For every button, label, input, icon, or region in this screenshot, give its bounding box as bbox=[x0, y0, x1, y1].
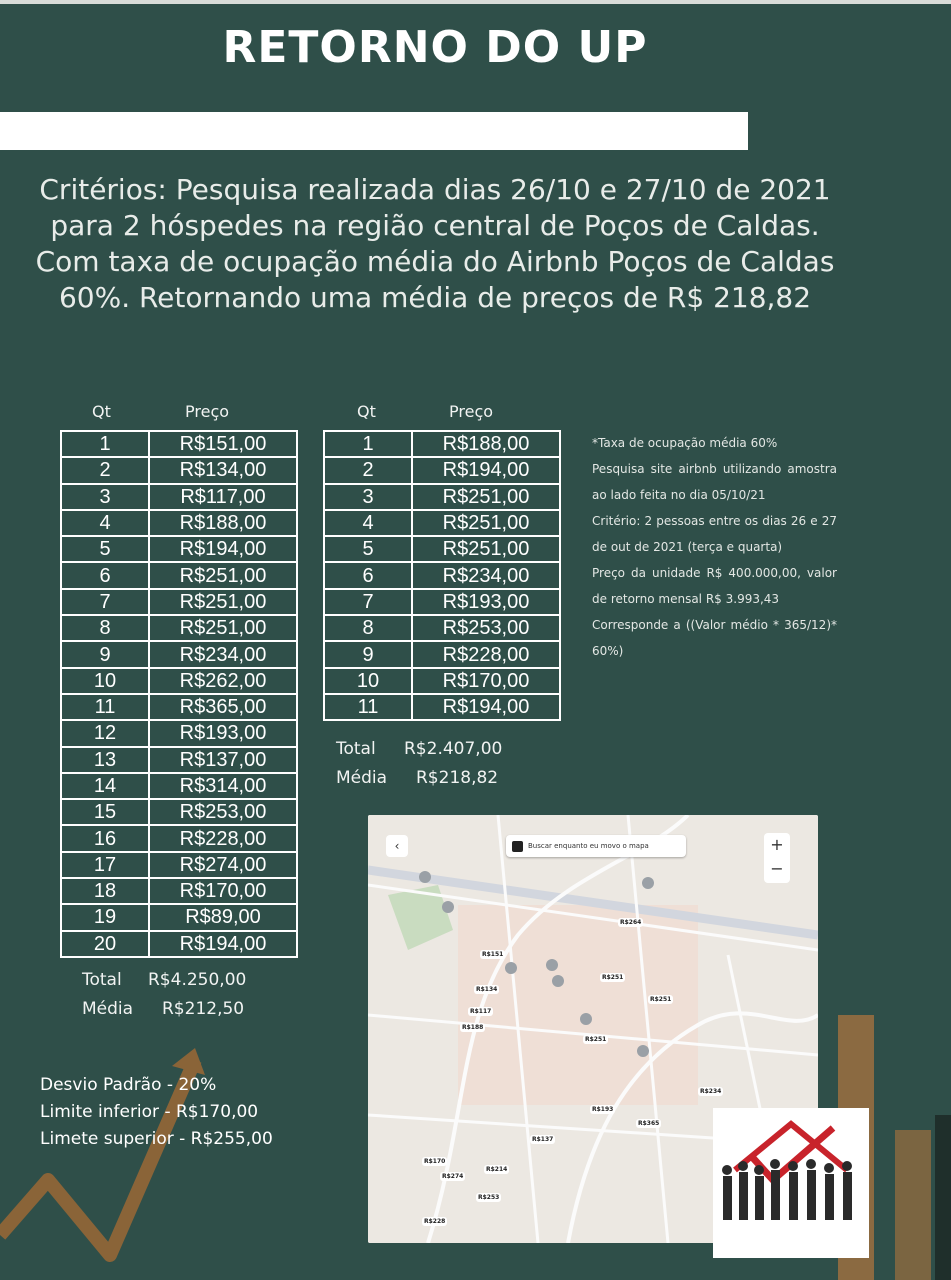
table-row bbox=[61, 904, 297, 930]
table1-header-qt: Qt bbox=[92, 402, 111, 421]
table2-mean-label: Média bbox=[336, 768, 388, 788]
price-cell: R$251,00 bbox=[149, 615, 297, 641]
table-row bbox=[61, 431, 297, 457]
table2-header-qt: Qt bbox=[357, 402, 376, 421]
table1-total-label: Total bbox=[82, 970, 122, 990]
table-row bbox=[61, 562, 297, 588]
price-cell: R$365,00 bbox=[149, 694, 297, 720]
table-row bbox=[61, 720, 297, 746]
price-cell: R$134,00 bbox=[149, 457, 297, 483]
qt-cell: 4 bbox=[61, 510, 149, 536]
table-row bbox=[61, 773, 297, 799]
map-price-pin[interactable]: R$188 bbox=[462, 1024, 484, 1031]
map-price-pin[interactable]: R$251 bbox=[650, 996, 672, 1003]
qt-cell: 2 bbox=[61, 457, 149, 483]
price-cell: R$117,00 bbox=[149, 484, 297, 510]
price-cell: R$89,00 bbox=[149, 904, 297, 930]
map-zoom-controls bbox=[764, 833, 790, 883]
zoom-in-button[interactable]: + bbox=[770, 835, 784, 854]
qt-cell: 15 bbox=[61, 799, 149, 825]
price-cell: R$234,00 bbox=[412, 562, 560, 588]
qt-cell: 4 bbox=[324, 510, 412, 536]
logo-house-people-icon bbox=[713, 1108, 869, 1228]
table-row bbox=[324, 484, 560, 510]
table-row bbox=[324, 694, 560, 720]
map-price-pin[interactable]: R$151 bbox=[482, 951, 504, 958]
price-cell: R$194,00 bbox=[412, 694, 560, 720]
price-cell: R$253,00 bbox=[412, 615, 560, 641]
table-row bbox=[324, 536, 560, 562]
map-price-pin[interactable]: R$214 bbox=[486, 1166, 508, 1173]
table-row bbox=[324, 589, 560, 615]
table2-summary bbox=[336, 735, 502, 793]
map-price-pin[interactable]: R$253 bbox=[478, 1194, 500, 1201]
qt-cell: 10 bbox=[61, 668, 149, 694]
map-back-button[interactable] bbox=[386, 835, 408, 857]
price-cell: R$188,00 bbox=[412, 431, 560, 457]
table-row bbox=[324, 668, 560, 694]
price-cell: R$151,00 bbox=[149, 431, 297, 457]
stats-block bbox=[40, 1072, 273, 1153]
map-price-pin[interactable]: R$365 bbox=[638, 1120, 660, 1127]
criteria-text: Critérios: Pesquisa realizada dias 26/10 e 27/10 de 2021 para 2 hóspedes na região central de Poços de Caldas. Com taxa de ocupação média do Airbnb Poços de Caldas 60%. Retornando uma média de preços de R$ 218,82 bbox=[35, 173, 835, 314]
table-row bbox=[61, 457, 297, 483]
qt-cell: 16 bbox=[61, 825, 149, 851]
table1-header-price: Preço bbox=[185, 402, 230, 421]
price-cell: R$251,00 bbox=[412, 536, 560, 562]
map-price-pin[interactable]: R$251 bbox=[602, 974, 624, 981]
map-search-label: Buscar enquanto eu movo o mapa bbox=[528, 842, 649, 850]
price-cell: R$193,00 bbox=[149, 720, 297, 746]
upper-limit-text: Limete superior - R$255,00 bbox=[40, 1129, 273, 1149]
price-table-1 bbox=[60, 430, 298, 958]
map-price-pin[interactable]: R$264 bbox=[620, 919, 642, 926]
white-divider-bar bbox=[0, 112, 748, 150]
table2-total-value: R$2.407,00 bbox=[404, 739, 503, 759]
note-criteria: Critério: 2 pessoas entre os dias 26 e 27 de out de 2021 (terça e quarta) bbox=[592, 514, 837, 554]
note-occupancy: *Taxa de ocupação média 60% bbox=[592, 436, 778, 450]
table-row bbox=[61, 799, 297, 825]
map-price-pin[interactable]: R$274 bbox=[442, 1173, 464, 1180]
price-cell: R$314,00 bbox=[149, 773, 297, 799]
qt-cell: 5 bbox=[324, 536, 412, 562]
table-row bbox=[61, 641, 297, 667]
note-unit-price: Preço da unidade R$ 400.000,00, valor de retorno mensal R$ 3.993,43 bbox=[592, 566, 837, 606]
table-row bbox=[61, 510, 297, 536]
price-cell: R$253,00 bbox=[149, 799, 297, 825]
price-cell: R$251,00 bbox=[149, 589, 297, 615]
mary-imoveis-logo bbox=[713, 1108, 869, 1258]
qt-cell: 11 bbox=[324, 694, 412, 720]
price-cell: R$262,00 bbox=[149, 668, 297, 694]
qt-cell: 9 bbox=[324, 641, 412, 667]
price-cell: R$170,00 bbox=[149, 878, 297, 904]
qt-cell: 14 bbox=[61, 773, 149, 799]
map-price-pin[interactable]: R$234 bbox=[700, 1088, 722, 1095]
table-row bbox=[61, 536, 297, 562]
note-formula: Corresponde a ((Valor médio * 365/12)* 60%) bbox=[592, 618, 837, 658]
lower-limit-text: Limite inferior - R$170,00 bbox=[40, 1102, 259, 1122]
qt-cell: 1 bbox=[324, 431, 412, 457]
table-row bbox=[61, 484, 297, 510]
map-search-toggle[interactable] bbox=[506, 835, 686, 857]
map-price-pin[interactable]: R$228 bbox=[424, 1218, 446, 1225]
table1-summary bbox=[82, 966, 246, 1024]
table-row bbox=[324, 615, 560, 641]
table-row bbox=[324, 641, 560, 667]
zoom-out-button[interactable]: − bbox=[770, 859, 784, 878]
price-cell: R$194,00 bbox=[412, 457, 560, 483]
qt-cell: 8 bbox=[324, 615, 412, 641]
table-row bbox=[61, 825, 297, 851]
table-row bbox=[324, 431, 560, 457]
qt-cell: 18 bbox=[61, 878, 149, 904]
qt-cell: 7 bbox=[324, 589, 412, 615]
qt-cell: 17 bbox=[61, 852, 149, 878]
qt-cell: 2 bbox=[324, 457, 412, 483]
price-cell: R$234,00 bbox=[149, 641, 297, 667]
qt-cell: 5 bbox=[61, 536, 149, 562]
table1-mean-value: R$212,50 bbox=[162, 999, 245, 1019]
table2-mean-value: R$218,82 bbox=[416, 768, 499, 788]
std-dev-text: Desvio Padrão - 20% bbox=[40, 1075, 217, 1095]
qt-cell: 11 bbox=[61, 694, 149, 720]
qt-cell: 7 bbox=[61, 589, 149, 615]
table-row bbox=[324, 457, 560, 483]
price-cell: R$188,00 bbox=[149, 510, 297, 536]
table2-header-price: Preço bbox=[449, 402, 494, 421]
map-price-pin[interactable]: R$170 bbox=[424, 1158, 446, 1165]
price-table-2 bbox=[323, 430, 561, 721]
note-research: Pesquisa site airbnb utilizando amostra ao lado feita no dia 05/10/21 bbox=[592, 462, 837, 502]
checkbox-icon[interactable] bbox=[512, 841, 523, 852]
chevron-left-icon: ‹ bbox=[394, 839, 400, 853]
table-row bbox=[61, 694, 297, 720]
price-cell: R$251,00 bbox=[412, 510, 560, 536]
table-row bbox=[61, 852, 297, 878]
price-cell: R$170,00 bbox=[412, 668, 560, 694]
map-price-pin[interactable]: R$137 bbox=[532, 1136, 554, 1143]
map-price-pin[interactable]: R$134 bbox=[476, 986, 498, 993]
qt-cell: 3 bbox=[324, 484, 412, 510]
table1-total-value: R$4.250,00 bbox=[148, 970, 247, 990]
price-cell: R$274,00 bbox=[149, 852, 297, 878]
price-cell: R$228,00 bbox=[412, 641, 560, 667]
qt-cell: 8 bbox=[61, 615, 149, 641]
qt-cell: 13 bbox=[61, 747, 149, 773]
map-price-pin[interactable]: R$117 bbox=[470, 1008, 492, 1015]
qt-cell: 3 bbox=[61, 484, 149, 510]
price-cell: R$194,00 bbox=[149, 536, 297, 562]
table-row bbox=[61, 615, 297, 641]
qt-cell: 1 bbox=[61, 431, 149, 457]
table2-total-label: Total bbox=[336, 739, 376, 759]
table1-mean-label: Média bbox=[82, 999, 134, 1019]
map-price-pin[interactable]: R$193 bbox=[592, 1106, 614, 1113]
qt-cell: 6 bbox=[324, 562, 412, 588]
map-price-pin[interactable]: R$251 bbox=[585, 1036, 607, 1043]
qt-cell: 20 bbox=[61, 931, 149, 957]
table-row bbox=[61, 668, 297, 694]
price-cell: R$194,00 bbox=[149, 931, 297, 957]
table-row bbox=[324, 562, 560, 588]
price-cell: R$251,00 bbox=[412, 484, 560, 510]
table-row bbox=[61, 878, 297, 904]
notes-block bbox=[592, 430, 837, 664]
qt-cell: 6 bbox=[61, 562, 149, 588]
table-row bbox=[324, 510, 560, 536]
price-cell: R$228,00 bbox=[149, 825, 297, 851]
qt-cell: 12 bbox=[61, 720, 149, 746]
price-cell: R$193,00 bbox=[412, 589, 560, 615]
price-cell: R$251,00 bbox=[149, 562, 297, 588]
page-title: RETORNO DO UP bbox=[222, 22, 648, 73]
table-row bbox=[61, 589, 297, 615]
table-row bbox=[61, 931, 297, 957]
qt-cell: 9 bbox=[61, 641, 149, 667]
table-row bbox=[61, 747, 297, 773]
qt-cell: 10 bbox=[324, 668, 412, 694]
price-cell: R$137,00 bbox=[149, 747, 297, 773]
qt-cell: 19 bbox=[61, 904, 149, 930]
